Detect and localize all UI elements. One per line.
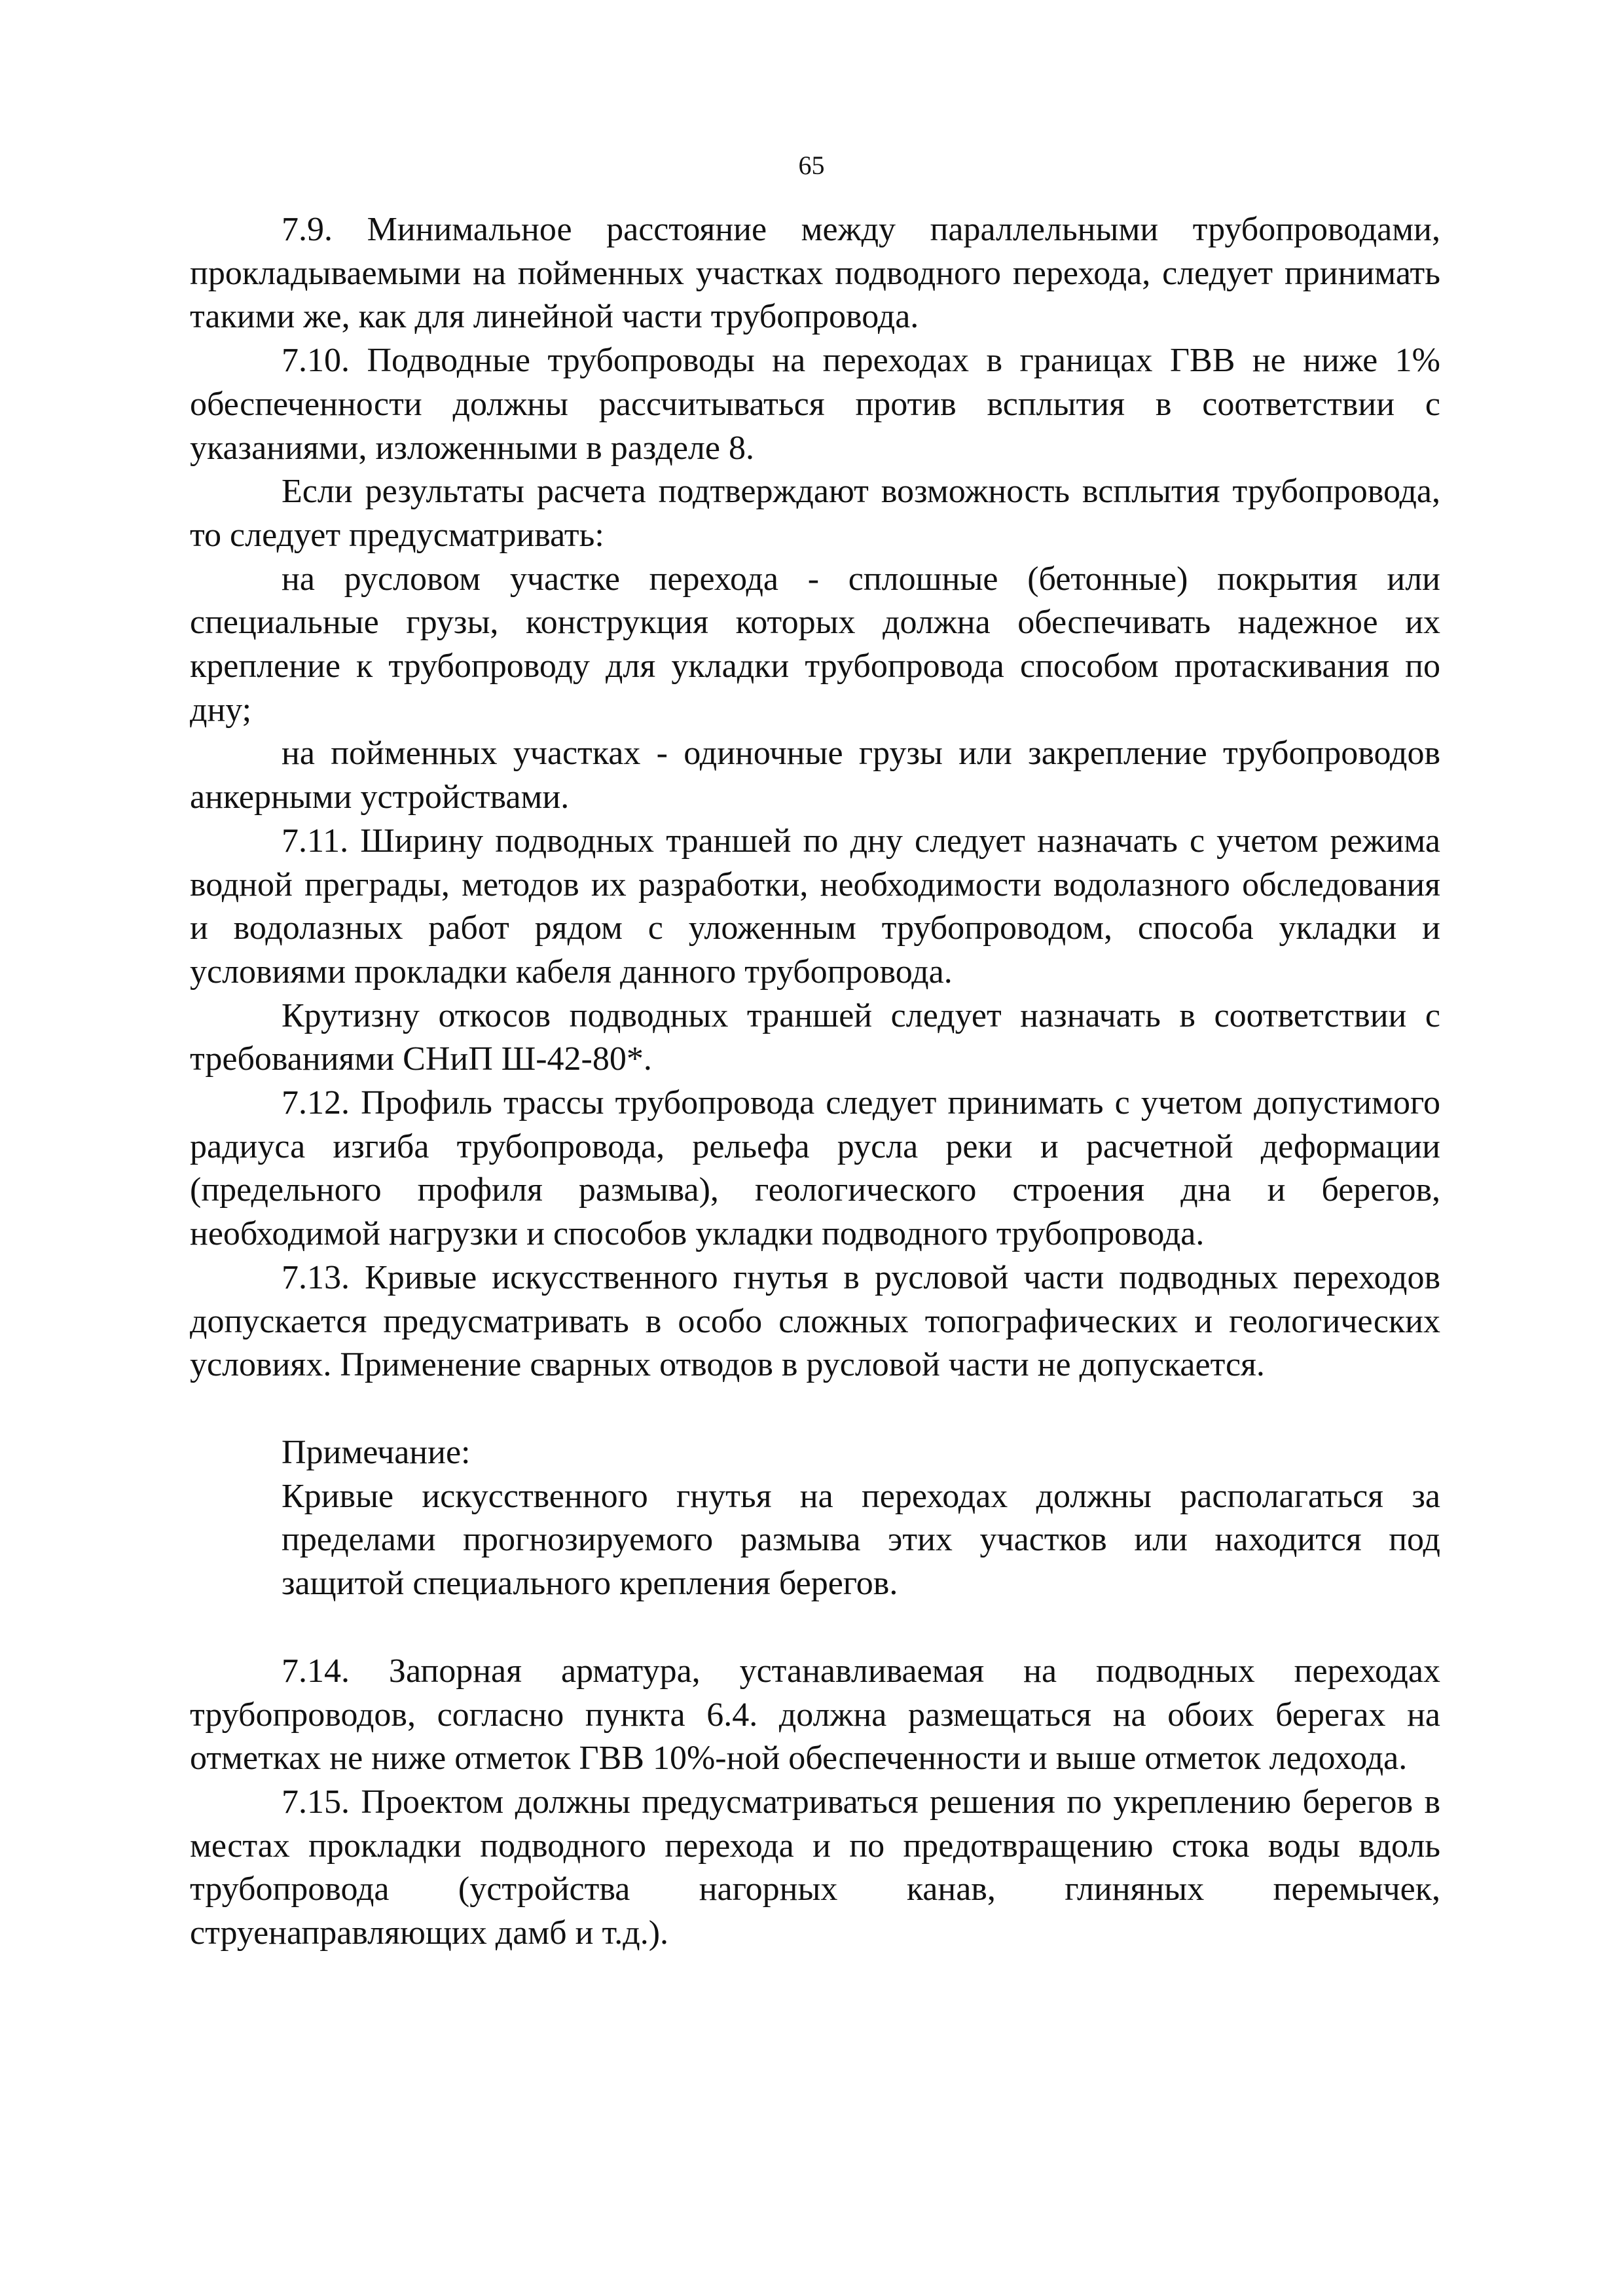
note-text: Кривые искусственного гнутья на переходах должны располагаться за пределами прогнозируемого размыва этих участков или находится под защитой специального крепления берегов. [282, 1477, 1440, 1603]
page-number: 65 [798, 151, 825, 180]
note-title: Примечание: [282, 1433, 471, 1471]
paragraph-7-9: 7.9. Минимальное расстояние между параллельными трубопроводами, прокладываемыми на пойменных участках подводного перехода, следует принимать такими же, как для линейной части трубопровода. [190, 211, 1440, 336]
paragraph-slope-steepness: Крутизну откосов подводных траншей следует назначать в соответствии с требованиями СНиП Ш-42-80*. [190, 996, 1440, 1078]
note-block [190, 1431, 1440, 1606]
paragraph-7-10: 7.10. Подводные трубопроводы на переходах в границах ГВВ не ниже 1% обеспеченности должны рассчитываться против всплытия в соответствии с указаниями, изложенными в разделе 8. [190, 342, 1440, 467]
paragraph-channel-section: на русловом участке перехода - сплошные (бетонные) покрытия или специальные грузы, конструкция которых должна обеспечивать надежное их крепление к трубопроводу для укладки трубопровода способом протаскивания по дну; [190, 560, 1440, 729]
paragraph-floodplain-section: на пойменных участках - одиночные грузы или закрепление трубопроводов анкерными устройствами. [190, 735, 1440, 816]
paragraph-7-12: 7.12. Профиль трассы трубопровода следует принимать с учетом допустимого радиуса изгиба трубопровода, рельефа русла реки и расчетной деформации (предельного профиля размыва), геологического строения дна и берегов, необходимой нагрузки и способов укладки подводного трубопровода. [190, 1084, 1440, 1253]
paragraph-7-14: 7.14. Запорная арматура, устанавливаемая на подводных переходах трубопроводов, согласно пункта 6.4. должна размещаться на обоих берегах на отметках не ниже отметок ГВВ 10%-ной обеспеченности и выше отметок ледохода. [190, 1652, 1440, 1777]
paragraph-7-15: 7.15. Проектом должны предусматриваться решения по укреплению берегов в местах прокладки подводного перехода и по предотвращению стока воды вдоль трубопровода (устройства нагорных канав, глиняных перемычек, струенаправляющих дамб и т.д.). [190, 1783, 1440, 1952]
paragraph-buoyancy-measures: Если результаты расчета подтверждают возможность всплытия трубопровода, то следует предусматривать: [190, 473, 1440, 554]
paragraph-7-13: 7.13. Кривые искусственного гнутья в русловой части подводных переходов допускается предусматривать в особо сложных топографических и геологических условиях. Применение сварных отводов в русловой части не допускается. [190, 1258, 1440, 1384]
paragraph-7-11: 7.11. Ширину подводных траншей по дну следует назначать с учетом режима водной преграды, методов их разработки, необходимости водолазного обследования и водолазных работ рядом с уложенным трубопроводом, способа укладки и условиями прокладки кабеля данного трубопровода. [190, 822, 1440, 991]
document-body [190, 208, 1440, 1956]
